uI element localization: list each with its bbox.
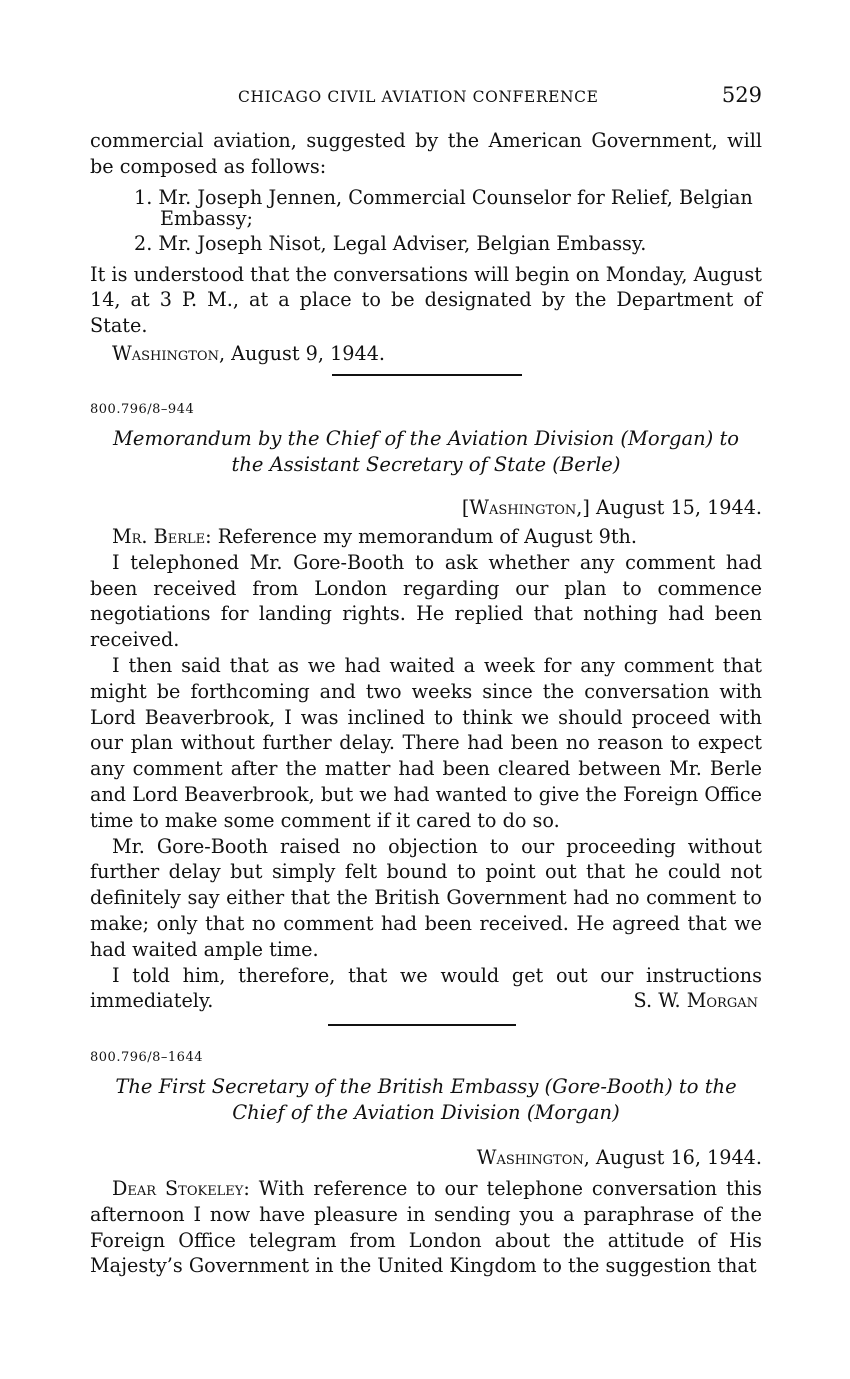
list-item-text: Mr. Joseph Nisot, Legal Adviser, Belgian Embassy. [158,231,647,255]
memo-paragraph: Mr. Berle: Reference my memorandum of August 9th. [112,525,638,548]
title-line: the Assistant Secretary of State (Berle) [231,453,621,476]
file-number: 800.796/8–1644 [90,1050,203,1065]
list-item-text: Mr. Joseph Jennen, Commercial Counselor for Relief, Belgian Embassy; [158,185,753,230]
memo-paragraph: I then said that as we had waited a week for any comment that might be forthcoming and two weeks since the conversation with Lord Beaverbrook, I was inclined to think we should proceed with our plan without further delay. There had been no reason to expect any comment after the matter had been cleared between Mr. Berle and Lord Beaverbrook, but we had wanted to give the Foreign Office time to make some comment if it cared to do so. [90,653,762,832]
running-head: CHICAGO CIVIL AVIATION CONFERENCE [238,88,599,106]
document-title [90,1074,762,1126]
dateline-place: Washington [476,1146,584,1169]
title-line: Chief of the Aviation Division (Morgan) [232,1101,620,1124]
memorandum-body [90,524,762,1014]
signature: S. W. Morgan [633,989,758,1012]
document-dateline [477,1146,762,1169]
dateline-date: , August 9, 1944. [218,341,385,365]
list-item-number: 2. [134,231,153,255]
dateline [90,341,762,367]
dateline-place: Washington [112,341,219,365]
page-number: 529 [721,83,762,107]
continuation-paragraph: commercial aviation, suggested by the American Government, will be composed as follows: [90,129,762,178]
list-item [90,187,762,229]
document-dateline [462,496,762,519]
memo-paragraph: Mr. Gore-Booth raised no objection to our proceeding without further delay but simply felt bound to point out that he could not definitely say either that the British Government had no comment to make; only that no comment had been received. He agreed that we had waited ample time. [90,834,762,961]
memo-paragraph: I telephoned Mr. Gore-Booth to ask whether any comment had been received from London regarding our plan to commence negotiations for landing rights. He replied that nothing had been received. [90,550,762,652]
dateline-date: August 15, 1944. [589,496,762,519]
letter-body [90,1176,762,1279]
section-divider [328,1024,516,1026]
page-header [90,83,762,112]
section-divider [332,374,522,376]
list-item [90,233,762,254]
file-number: 800.796/8–944 [90,402,195,417]
memo-paragraph: I told him, therefore, that we would get out our instructions immediately. [90,963,762,1013]
salutation: Mr. Berle [112,525,206,548]
title-line: The First Secretary of the British Embassy (Gore-Booth) to the [115,1075,737,1098]
dateline-place: [Washington,] [461,496,590,519]
title-line: Memorandum by the Chief of the Aviation Division (Morgan) to [112,427,740,450]
dateline-date: , August 16, 1944. [583,1146,762,1169]
delegation-list [90,187,762,254]
letter-paragraph: Dear Stokeley: With reference to our telephone conversation this afternoon I now have pleasure in sending you a paraphrase of the Foreign Office telegram from London about the attitude of His Majesty’s Government in the United Kingdom to the suggestion that [90,1177,763,1278]
document-title [90,426,762,478]
previous-document-continuation [90,128,762,367]
salutation: Dear Stokeley [112,1177,244,1200]
closing-paragraph: It is understood that the conversations will begin on Monday, August 14, at 3 P. M., at a place to be designated by the Department of State. [90,262,762,338]
list-item-number: 1. [134,185,153,209]
